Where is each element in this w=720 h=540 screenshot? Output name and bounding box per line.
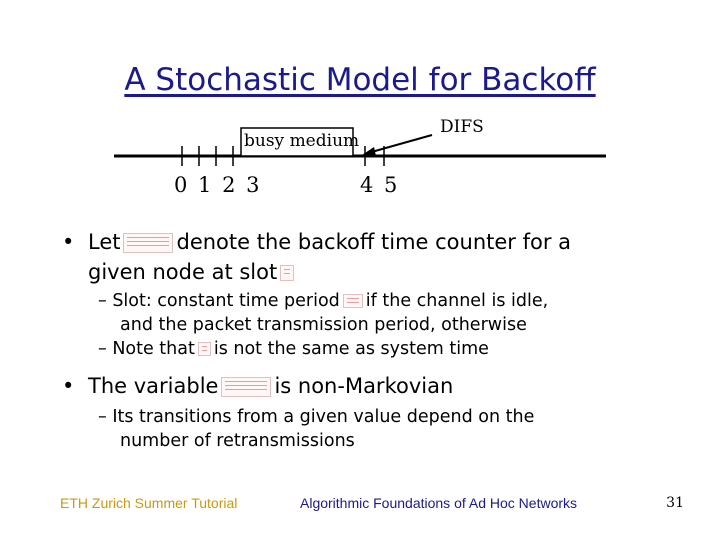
bullet-1-text bbox=[88, 227, 688, 287]
slot-labels-right: 4 5 bbox=[360, 173, 400, 197]
difs-label: DIFS bbox=[440, 117, 484, 137]
sub-bullet-1-post: if the channel is idle, bbox=[365, 291, 549, 311]
bullet-1-line2: given node at slot bbox=[88, 260, 278, 284]
sub-bullet-group-2 bbox=[98, 405, 698, 453]
sub-bullet-3-line2: number of retransmissions bbox=[120, 431, 355, 451]
bullet-dot: • bbox=[62, 230, 75, 254]
bullet-1-post: denote the backoff time counter for a bbox=[176, 230, 572, 254]
page-number: 31 bbox=[666, 495, 684, 511]
bullet-2-text bbox=[88, 371, 688, 401]
sub-bullet-2-post: is not the same as system time bbox=[213, 339, 489, 359]
bullet-1 bbox=[62, 227, 74, 257]
bullet-2-pre: The variable bbox=[88, 374, 219, 398]
bullet-2-post: is non-Markovian bbox=[274, 374, 454, 398]
equation-image-placeholder bbox=[221, 377, 271, 397]
slot-labels-left: 0 1 2 3 bbox=[174, 173, 262, 197]
equation-image-placeholder bbox=[280, 265, 294, 281]
sub-bullet-1-pre: – Slot: constant time period bbox=[98, 291, 340, 311]
footer-left: ETH Zurich Summer Tutorial bbox=[60, 495, 238, 511]
bullet-1-pre: Let bbox=[88, 230, 121, 254]
equation-image-placeholder bbox=[343, 294, 363, 308]
sub-bullet-2-pre: – Note that bbox=[98, 339, 195, 359]
equation-image-placeholder bbox=[198, 342, 211, 356]
sub-bullet-group-1 bbox=[98, 289, 698, 361]
slide-title: A Stochastic Model for Backoff bbox=[124, 62, 596, 98]
sub-bullet-3-line1: – Its transitions from a given value depend on the bbox=[98, 407, 535, 427]
bullet-dot: • bbox=[62, 374, 75, 398]
difs-arrow bbox=[368, 135, 432, 153]
equation-image-placeholder bbox=[123, 233, 173, 253]
busy-medium-label: busy medium bbox=[244, 131, 360, 151]
bullet-2 bbox=[62, 371, 74, 401]
sub-bullet-1-line2: and the packet transmission period, otherwise bbox=[120, 315, 527, 335]
difs-arrow-head bbox=[362, 147, 376, 156]
footer-center: Algorithmic Foundations of Ad Hoc Networks bbox=[300, 495, 578, 511]
